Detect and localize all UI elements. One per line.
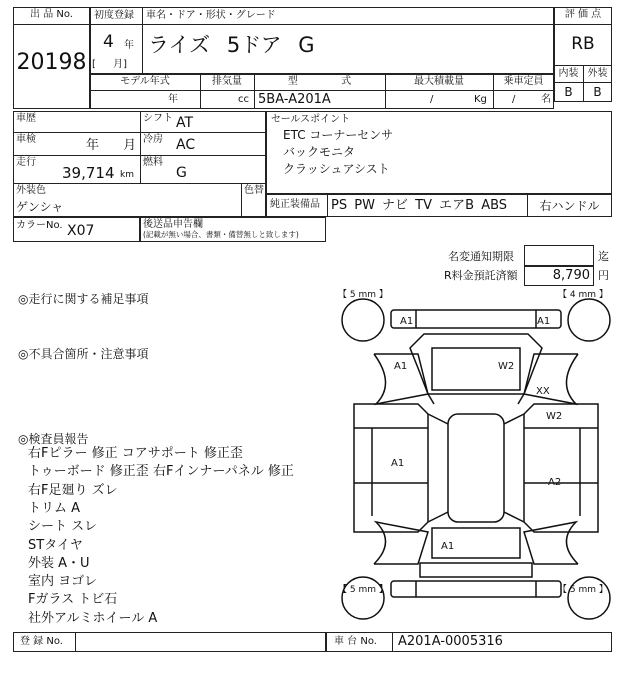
tire-rear-right	[568, 577, 610, 619]
exterior-label: 外装	[587, 68, 608, 79]
chassis-number-value: A201A-0005316	[398, 634, 503, 649]
exterior-color-value: ゲンシャ	[16, 200, 64, 214]
history-label: 車歴	[16, 113, 36, 124]
displacement-unit: cc	[238, 94, 249, 105]
overall-rating: RB	[571, 34, 595, 54]
registration-month: [ 月]	[92, 59, 127, 70]
model-year-unit: 年	[168, 94, 178, 105]
equipment-label: 純正装備品	[270, 199, 320, 210]
tire-depth-rear-left: 【 5 mm 】	[338, 585, 388, 595]
driving-remarks-label: ◎走行に関する補足事項	[18, 292, 149, 306]
inspector-line: シート スレ	[28, 519, 98, 534]
exterior-grade: B	[593, 85, 602, 99]
model-year-label: モデル年式	[120, 76, 170, 87]
color-change-label: 色替	[244, 185, 264, 196]
registration-number-label: 登 録 No.	[20, 636, 63, 647]
lot-number-label: 出 品 No.	[30, 9, 73, 20]
shift-label: シフト	[143, 113, 173, 124]
mileage-unit: km	[120, 170, 134, 180]
interior-grade: B	[564, 85, 573, 99]
tire-depth-rear-right: 【 5 mm 】	[558, 585, 608, 595]
equipment-value: PS PW ナビ TV エアB ABS	[331, 198, 508, 213]
steering-value: 右ハンドル	[539, 199, 600, 213]
lot-number: 20198	[16, 50, 87, 75]
inspector-line: 右F足廻り ズレ	[28, 483, 118, 498]
tire-rear-left	[342, 577, 384, 619]
first-registration-label: 初度登録	[94, 10, 134, 21]
tire-front-right	[568, 299, 610, 341]
sales-point-item: クラッシュアシスト	[283, 162, 390, 176]
color-number-label: カラーNo.	[16, 220, 63, 231]
shift-value: AT	[176, 115, 194, 131]
sales-points-label: セールスポイント	[271, 114, 351, 125]
inspector-line: トゥーボード 修正歪 右Fインナーパネル 修正	[28, 464, 294, 479]
chassis-number-label: 車 台 No.	[334, 636, 377, 647]
rear-panel	[420, 563, 532, 577]
documents-note: (記載が無い場合、書類・備替無しと致します)	[143, 230, 299, 239]
displacement-label: 排気量	[212, 76, 242, 87]
name-change-label: 名変通知期限	[448, 250, 514, 263]
inspector-line: 右Fピラー 修正 コアサポート 修正歪	[28, 446, 243, 461]
fuel-label: 燃料	[143, 157, 163, 168]
documents-label: 後送品申告欄	[143, 219, 203, 230]
mileage-value: 39,714	[62, 164, 115, 182]
damage-mark: W2	[546, 411, 563, 422]
name-change-unit: 迄	[598, 250, 609, 263]
tire-front-left	[342, 299, 384, 341]
inspection-value: 年 月	[86, 138, 137, 153]
right-rear-fender	[524, 522, 578, 564]
color-number-value: X07	[67, 223, 95, 239]
inspector-line: Fガラス トビ石	[28, 592, 118, 607]
max-load-slash: /	[430, 94, 434, 105]
right-front-fender	[524, 354, 578, 404]
roof	[448, 414, 504, 522]
year-unit: 年	[124, 40, 134, 51]
inspector-report-label: ◎検査員報告	[18, 432, 89, 446]
car-name: ライズ 5ドア G	[148, 33, 315, 57]
car-name-label: 車名・ドア・形状・グレード	[146, 10, 276, 21]
rating-label: 評 価 点	[564, 9, 602, 20]
mileage-label: 走行	[16, 157, 36, 168]
max-load-unit: Kg	[474, 94, 487, 105]
sales-point-item: バックモニタ	[283, 145, 356, 159]
sales-point-item: ETC コーナーセンサ	[283, 128, 394, 142]
interior-label: 内装	[558, 68, 579, 79]
defects-label: ◎不具合箇所・注意事項	[18, 347, 149, 361]
damage-mark: A1	[394, 361, 408, 372]
damage-mark: A2	[548, 477, 562, 488]
model-code: 5BA-A201A	[258, 92, 331, 107]
exterior-color-label: 外装色	[16, 185, 46, 196]
tire-depth-front-right: 【 4 mm 】	[558, 290, 608, 300]
capacity-unit: 名	[541, 94, 551, 105]
left-rear-fender	[374, 522, 428, 564]
recycle-fee-label: R料金預託済額	[444, 269, 518, 282]
model-label: 型 式	[287, 76, 352, 87]
name-change-value-box	[524, 245, 594, 266]
inspector-line: 外装 A・U	[28, 556, 90, 571]
damage-mark: A1	[441, 541, 455, 552]
ac-value: AC	[176, 137, 196, 153]
damage-mark: W2	[498, 361, 515, 372]
first-registration-year: 4	[103, 32, 114, 52]
inspection-label: 車検	[16, 134, 36, 145]
damage-mark: A1	[391, 458, 405, 469]
inspector-line: 社外アルミホイール A	[28, 611, 158, 626]
capacity-label: 乗車定員	[503, 76, 544, 87]
damage-mark: A1	[537, 316, 551, 327]
inspector-line: STタイヤ	[28, 538, 83, 553]
inspector-line: トリム A	[28, 501, 81, 516]
recycle-fee-value: 8,790	[552, 268, 590, 283]
tire-depth-front-left: 【 5 mm 】	[338, 290, 388, 300]
fuel-value: G	[176, 165, 187, 181]
capacity-slash: /	[512, 94, 516, 105]
max-load-label: 最大積載量	[414, 76, 464, 87]
car-condition-diagram	[336, 288, 616, 628]
damage-mark: XX	[536, 386, 550, 397]
recycle-fee-unit: 円	[598, 269, 609, 282]
damage-mark: A1	[400, 316, 414, 327]
right-side	[524, 404, 598, 532]
hood	[410, 334, 542, 394]
ac-label: 冷房	[143, 134, 163, 145]
inspector-line: 室内 ヨゴレ	[28, 574, 98, 589]
